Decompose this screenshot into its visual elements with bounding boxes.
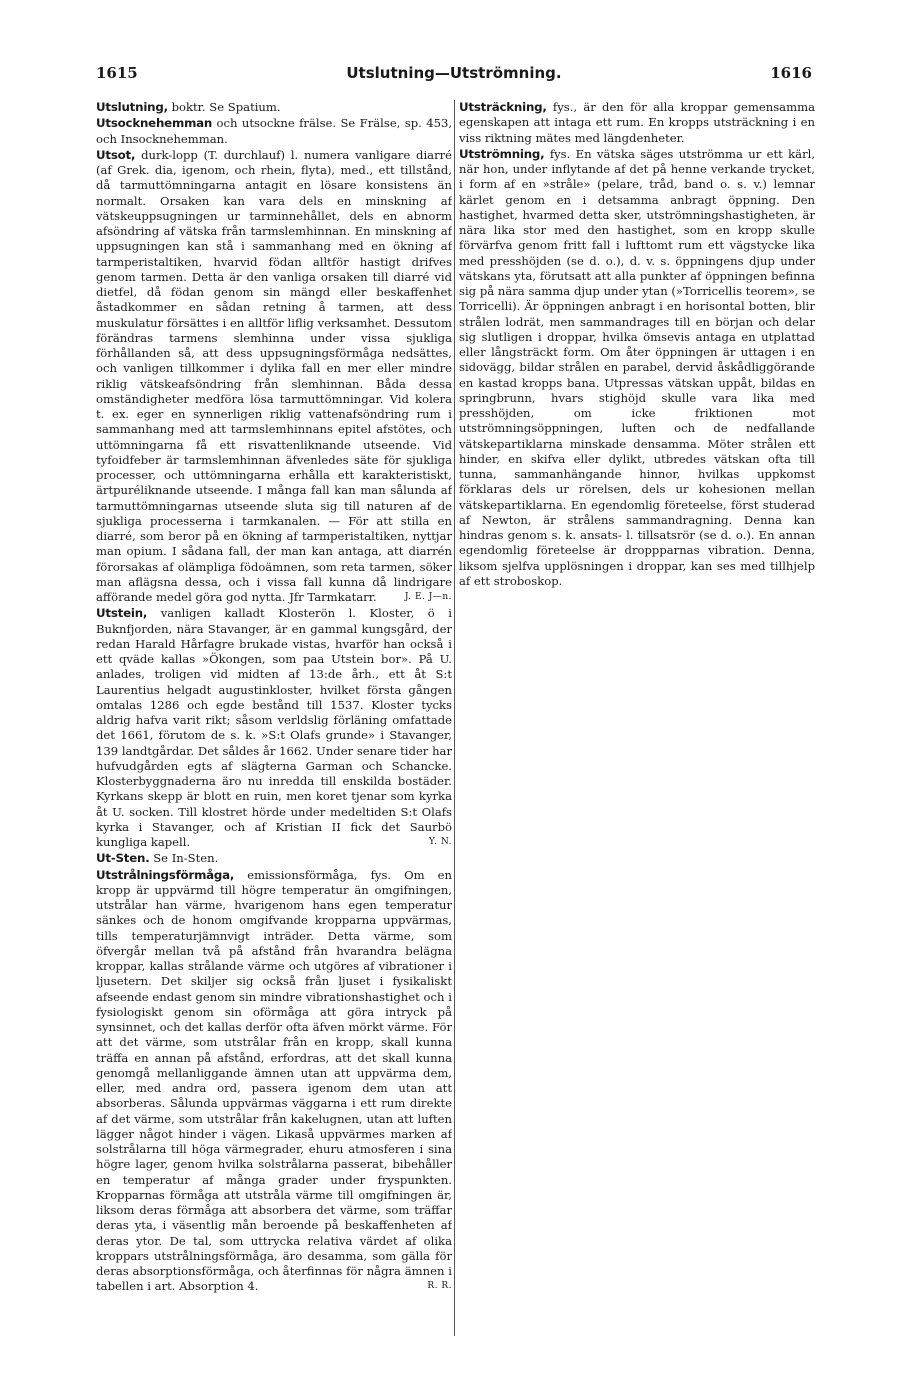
- entry-text: Se In-Sten.: [153, 851, 219, 866]
- entry-text: fys., är den för alla kroppar gemensamma egenskapen att intaga ett rum. En kropps utsträckning i en viss riktning mätes med längdenheter.: [459, 100, 815, 145]
- column-right: [459, 100, 815, 1340]
- entry-utslutning: [96, 100, 452, 115]
- headword: Utsocknehemman: [96, 116, 213, 131]
- headword: Utslutning,: [96, 100, 168, 114]
- headword: Utstrålningsförmåga,: [96, 867, 235, 882]
- entry-text: och utsockne frälse. Se Frälse, sp. 453, och Insocknehemman.: [96, 116, 452, 146]
- entry-text: emissionsförmåga, fys. Om en kropp är uppvärmd till högre temperatur än omgifningen, utstrålar han värme, hvarigenom hans egen temperatur sänkes och de honom omgifvande kropparna uppvärmas, tills temperaturjämnvigt inträder. Detta värme, som öfvergår mellan två på afstånd från hvarandra belägna kroppar, kallas strålande värme och utgöres af vibrationer i ljusetern. Det skiljer sig också från ljuset i fysikaliskt afseende endast genom sin mindre vibrationshastighet och i fysiologiskt genom sin oförmåga att göra intryck på synsinnet, och det kallas derför ofta äfven mörkt värme. För att det värme, som utstrålar från en kropp, skall kunna träffa en annan på afstånd, erfordras, att det skall kunna genomgå mellanliggande ämnen utan att uppvärma dem, eller, med andra ord, passera igenom dem utan att absorberas. Sålunda uppvärmas väggarna i ett rum direkte af det värme, som utstrålar från kakelugnen, utan att luften lägger något hinder i vägen. Likaså uppvärmes marken af solstrålarna till höga värmegrader, ehuru atmosferen i sina högre lager, genom hvilka solstrålarna passerat, bibehåller en temperatur af många grader under fryspunkten. Kropparnas förmåga att utstråla värme till omgifningen är, liksom deras förmåga att absorbera det värme, som träffar deras yta, i väsentlig mån beroende på beskaffenheten af deras ytor. De tal, som uttrycka relativa värdet af olika kroppars utstrålningsförmåga, äro desamma, som gälla för deras absorptionsförmåga, och återfinnas för några ämnen i tabellen i art. Absorption 4.: [96, 867, 452, 1294]
- author-signature: J. E. J—n.: [404, 592, 452, 602]
- headword: Utsträckning,: [459, 100, 547, 114]
- entry-utstromning: [459, 147, 815, 589]
- entry-utstrackning: [459, 100, 815, 146]
- page-number-left: 1615: [96, 64, 138, 82]
- headword: Utsot,: [96, 147, 136, 162]
- entry-text: durk-lopp (T. durchlauf) l. numera vanligare diarré (af Grek. dia, igenom, och rhein, flyta), med., ett tillstånd, då tarmuttömningarna antagit en lösare konsistens än normalt. Orsaken kan vara dels en minskning af vätskeuppsugningen ur tarminnehållet, dels en abnorm afsöndring af vätska från tarmslemhinnan. En minskning af uppsugningen kan stå i sammanhang med en ökning af tarmperistaltiken, hvarvid födan alltför hastigt drifves genom tarmen. Detta är den vanliga orsaken till diarré vid dietfel, då födan genom sin mängd eller beskaffenhet åstadkommer en sådan retning å tarmen, att dess muskulatur försättes i en alltför liflig verksamhet. Dessutom förändras tarmens slemhinna under vissa sjukliga förhållanden så, att dess uppsugningsförmåga nedsättes, och vanligen tillkommer i dylika fall en mer eller mindre riklig vätskeafsöndring från slemhinnan. Båda dessa omständigheter medföra lösa tarmuttömningar. Vid kolera t. ex. eger en synnerligen riklig vattenafsöndring rum i sammanhang med att tarmslemhinnans epitel afstötes, och uttömningarna få ett risvattenliknande utseende. Vid tyfoidfeber är tarmslemhinnan äfvenledes säte för sjukliga processer, och uttömningarna erhålla ett karakteristiskt, ärtpuréliknande utseende. I många fall kan man sålunda af tarmuttömningarnas utseende sluta sig till naturen af de sjukliga processerna i tarmkanalen. — För att stilla en diarré, som beror på en ökning af tarmperistaltiken, nyttjar man opium. I sådana fall, der man kan antaga, att diarrén förorsakas af olämpliga födoämnen, som reta tarmen, söker man aflägsna dessa, och i vissa fall kunna då lindrigare afförande medel göra god nytta. Jfr Tarmkatarr.: [96, 147, 452, 604]
- entry-utstein: [96, 606, 452, 850]
- entry-utsot: [96, 148, 452, 606]
- entry-text: boktr. Se Spatium.: [171, 100, 281, 114]
- author-signature: Y. N.: [428, 837, 452, 847]
- entry-ut-sten: [96, 851, 452, 866]
- entry-text: fys. En vätska säges utströmma ur ett kärl, när hon, under inflytande af det på henne verkande trycket, i form af en »stråle» (pelare, tråd, band o. s. v.) lemnar kärlet genom en i detsamma anbragt öppning. Den hastighet, hvarmed detta sker, utströmningshastigheten, är nära lika stor med den hastighet, som en kropp skulle förvärfva genom fritt fall i lufttomt rum ett vägstycke lika med presshöjden (se d. o.), d. v. s. öppningens djup under vätskans yta, förutsatt att alla punkter af öppningen befinna sig på nära samma djup under ytan (»Torricellis teorem», se Torricelli). Är öppningen anbragt i en horisontal botten, blir strålen lodrät, men sammandrages till en början och delar sig slutligen i droppar, hvilka ömsevis antaga en utplattad eller långsträckt form. Om åter öppningen är uttagen i en sidovägg, bildar strålen en parabel, dervid åskådliggörande en kastad kropps bana. Utpressas vätskan uppåt, bildas en springbrunn, hvars stighöjd skulle vara lika med presshöjden, om icke friktionen mot utströmningsöppningen, luften och de nedfallande vätskepartiklarna minskade densamma. Möter strålen ett hinder, en skifva eller dylikt, utbredes vätskan ofta till tunna, sammanhängande hinnor, hvilkas uppkomst förklaras dels ur rörelsen, dels ur kohesionen mellan vätskepartiklarna. En egendomlig företeelse, först studerad af Newton, är strålens sammandragning. Denna kan hindras genom s. k. ansats- l. tillsatsrör (se d. o.). En annan egendomlig företeelse är droppparnas vibration. Denna, liksom sjelfva upplösningen i droppar, kan ses med tillhjelp af ett stroboskop.: [459, 146, 815, 588]
- page-number-right: 1616: [770, 64, 812, 82]
- entry-text: vanligen kalladt Klosterön l. Kloster, ö i Buknfjorden, nära Stavanger, är en gammal kungsgård, der redan Harald Hårfagre brukade vistas, hvarför han också i ett qväde kallas »Ökongen, som paa Utstein bor». På U. anlades, troligen vid midten af 13:de årh., ett åt S:t Laurentius helgadt augustinkloster, hvilket första gången omtalas 1286 och egde bestånd till 1537. Kloster tycks aldrig hafva varit rikt; såsom verldslig förläning omfattade det 1661, förutom de s. k. »S:t Olafs grunde» i Stavanger, 139 landtgårdar. Det såldes år 1662. Under senare tider har hufvudgården egts af slägterna Garman och Schancke. Klosterbyggnaderna äro nu inredda till enskilda bostäder. Kyrkans skepp är blott en ruin, men koret tjenar som kyrka åt U. socken. Till klostret hörde under medeltiden S:t Olafs kyrka i Stavanger, och af Kristian II fick det Saurbö kungliga kapell.: [96, 606, 452, 849]
- author-signature: R. R.: [427, 1281, 452, 1292]
- entry-utsocknehemman: [96, 116, 452, 147]
- headword: Utstein,: [96, 606, 148, 621]
- column-divider: [454, 100, 455, 1336]
- headword: Ut-Sten.: [96, 851, 150, 866]
- entry-utstralningsformaga: [96, 868, 452, 1295]
- running-head: Utslutning—Utströmning.: [346, 64, 562, 82]
- page-header: [96, 64, 812, 86]
- headword: Utströmning,: [459, 146, 545, 161]
- column-left: [96, 100, 452, 1340]
